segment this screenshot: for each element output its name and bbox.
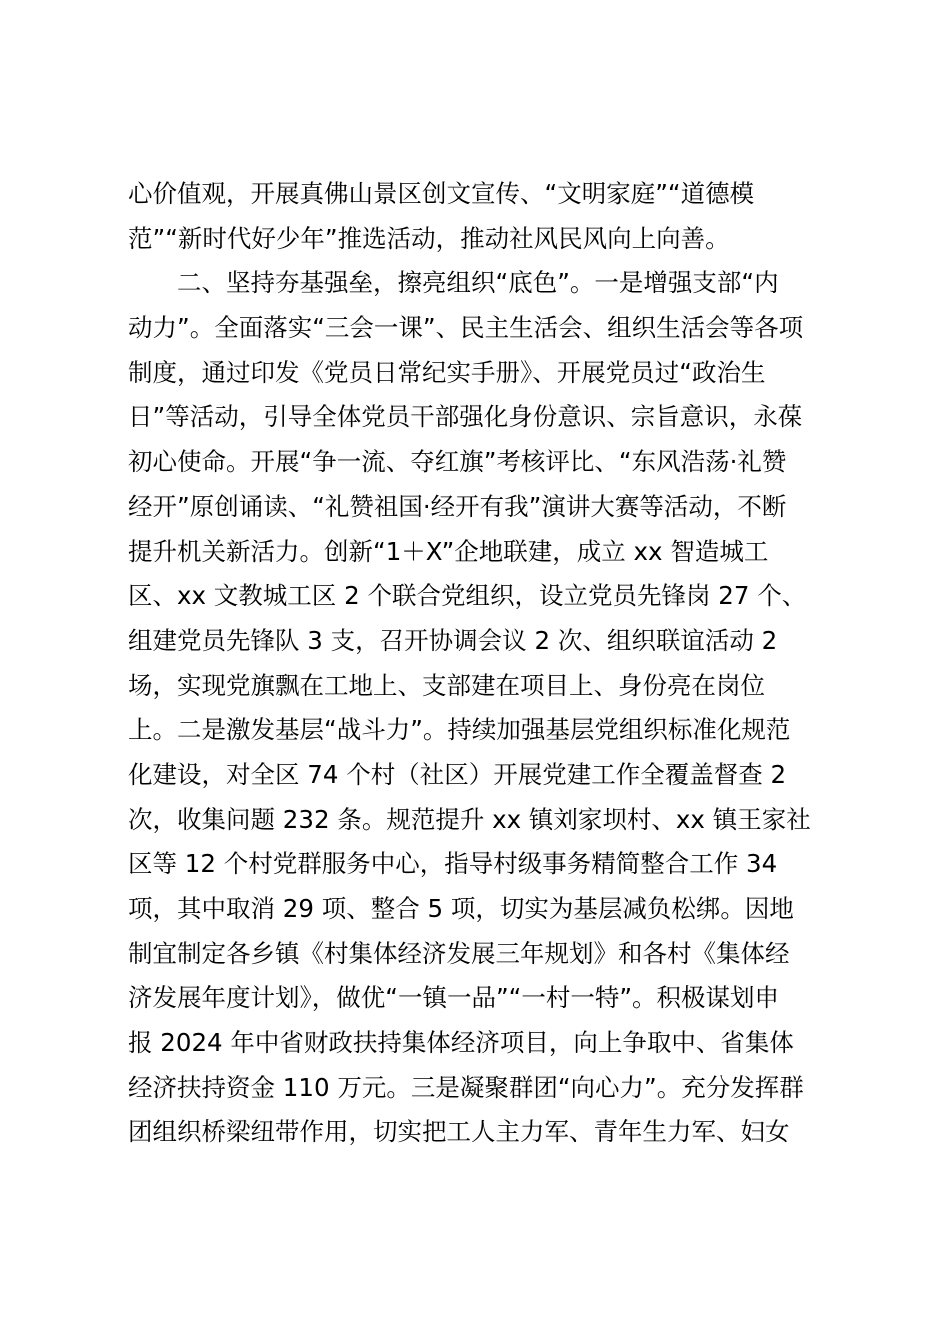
text-line: 区等 12 个村党群服务中心，指导村级事务精简整合工作 34 [128, 849, 778, 879]
section-heading-line: 二、坚持夯基强垒，擦亮组织“底色”。一是增强支部“内 [177, 268, 779, 298]
text-line: 化建设，对全区 74 个村（社区）开展党建工作全覆盖督查 2 [128, 759, 787, 789]
text-line: 济发展年度计划》，做优“一镇一品”“一村一特”。积极谋划申 [128, 983, 780, 1013]
text-line: 区、xx 文教城工区 2 个联合党组织，设立党员先锋岗 27 个、 [128, 581, 807, 611]
text-line: 制宜制定各乡镇《村集体经济发展三年规划》和各村《集体经 [128, 938, 790, 968]
text-line: 范”“新时代好少年”推选活动，推动社风民风向上向善。 [128, 223, 730, 253]
text-line: 次，收集问题 232 条。规范提升 xx 镇刘家坝村、xx 镇王家社 [128, 804, 811, 834]
text-line: 动力”。全面落实“三会一课”、民主生活会、组织生活会等各项 [128, 313, 804, 343]
text-line: 报 2024 年中省财政扶持集体经济项目，向上争取中、省集体 [128, 1028, 794, 1058]
text-line: 项，其中取消 29 项、整合 5 项，切实为基层减负松绑。因地 [128, 894, 794, 923]
text-line: 制度，通过印发《党员日常纪实手册》、开展党员过“政治生 [128, 357, 766, 387]
text-line: 日”等活动，引导全体党员干部强化身份意识、宗旨意识，永葆 [128, 402, 803, 432]
text-line: 上。二是激发基层“战斗力”。持续加强基层党组织标准化规范 [128, 715, 791, 745]
text-line: 场，实现党旗飘在工地上、支部建在项目上、身份亮在岗位 [128, 670, 765, 700]
text-line: 组建党员先锋队 3 支，召开协调会议 2 次、组织联谊活动 2 [128, 625, 778, 655]
text-line: 心价值观，开展真佛山景区创文宣传、“文明家庭”“道德模 [128, 179, 755, 208]
text-line: 初心使命。开展“争一流、夺红旗”考核评比、“东风浩荡·礼赞 [128, 447, 787, 477]
text-line: 经开”原创诵读、“礼赞祖国·经开有我”演讲大赛等活动，不断 [128, 491, 787, 521]
text-line: 团组织桥梁纽带作用，切实把工人主力军、青年生力军、妇女 [128, 1117, 790, 1147]
text-line: 经济扶持资金 110 万元。三是凝聚群团“向心力”。充分发挥群 [128, 1072, 804, 1102]
body-text [128, 172, 848, 1155]
text-line: 提升机关新活力。创新“1＋X”企地联建，成立 xx 智造城工 [128, 536, 769, 566]
